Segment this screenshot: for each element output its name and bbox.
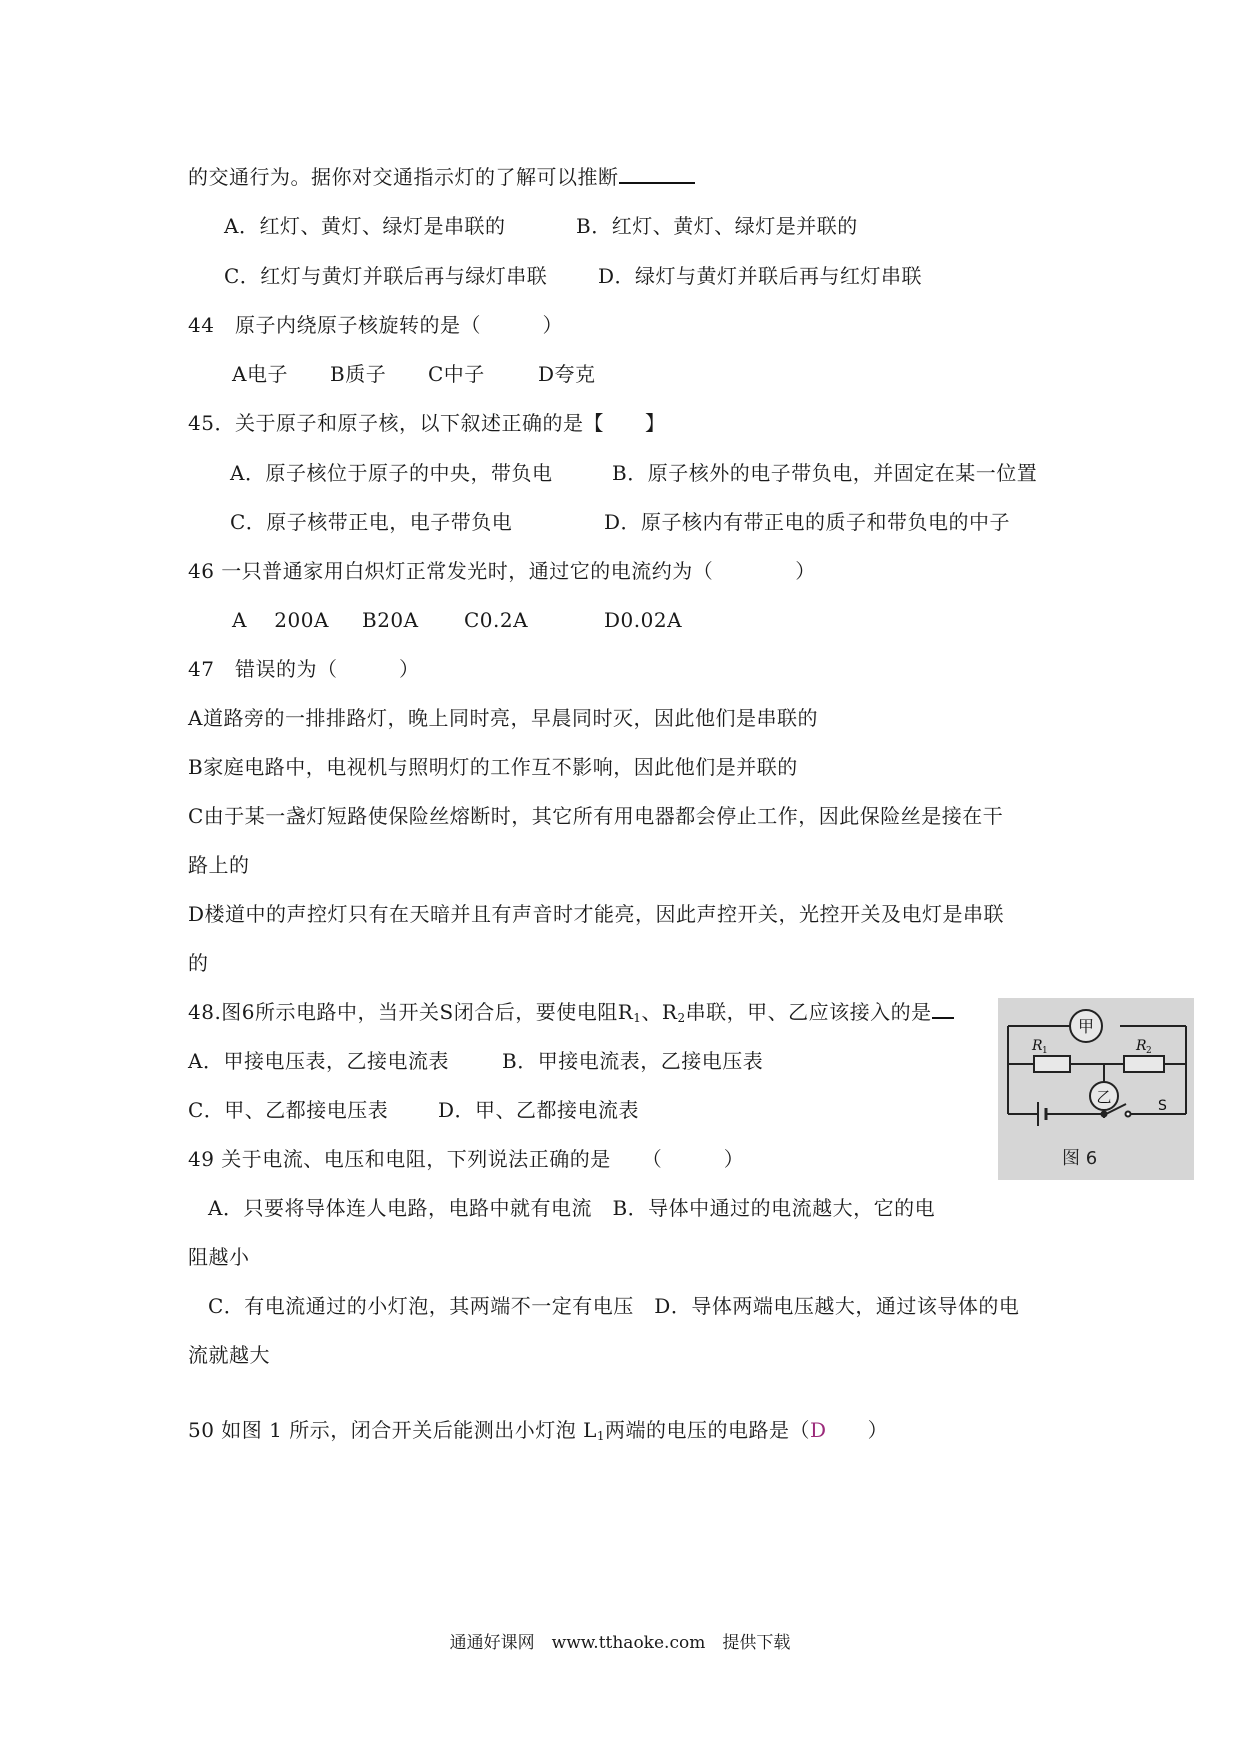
q47-option-b: B家庭电路中，电视机与照明灯的工作互不影响，因此他们是并联的 — [188, 755, 798, 779]
q48-stem-pre: 48.图6所示电路中，当开关S闭合后，要使电阻R — [188, 1000, 634, 1024]
q43-option-d: D．绿灯与黄灯并联后再与红灯串联 — [598, 264, 923, 288]
q46-option-b: B20A — [362, 608, 419, 632]
q50-stem — [188, 1418, 888, 1448]
q50-stem-close: ） — [826, 1418, 889, 1442]
q45-option-a: A．原子核位于原子的中央，带负电 — [230, 461, 553, 485]
q48-stem — [188, 1000, 954, 1030]
q43-stem-text: 的交通行为。据你对交通指示灯的了解可以推断 — [188, 165, 619, 189]
q43-options-cd — [224, 264, 922, 288]
q47-option-c-line2: 路上的 — [188, 853, 250, 877]
q47-option-d-line1: D楼道中的声控灯只有在天暗并且有声音时才能亮，因此声控开关，光控开关及电灯是串联 — [188, 902, 1005, 926]
q46-option-a: A 200A — [232, 608, 329, 632]
q48-options-cd — [188, 1098, 639, 1122]
q45-option-b: B．原子核外的电子带负电，并固定在某一位置 — [612, 461, 1038, 485]
q50-stem-post: 两端的电压的电路是（ — [605, 1418, 811, 1442]
q46-stem: 46 一只普通家用白炽灯正常发光时，通过它的电流约为（ ） — [188, 559, 816, 583]
q47-option-c-line1: C由于某一盏灯短路使保险丝熔断时，其它所有用电器都会停止工作，因此保险丝是接在干 — [188, 804, 1004, 828]
page-footer: 通通好课网 www.tthaoke.com 提供下载 — [449, 1633, 791, 1653]
q45-stem: 45．关于原子和原子核，以下叙述正确的是【 】 — [188, 411, 666, 435]
q47-option-a: A道路旁的一排排路灯，晚上同时亮，早晨同时灭，因此他们是串联的 — [188, 706, 818, 730]
q50-answer: D — [810, 1418, 827, 1442]
circuit-diagram — [998, 998, 1194, 1180]
q43-option-b: B．红灯、黄灯、绿灯是并联的 — [576, 214, 858, 238]
q48-options-ab — [188, 1049, 763, 1073]
q44-option-b: B质子 — [330, 362, 387, 386]
q44-option-c: C中子 — [428, 362, 485, 386]
q50-stem-pre: 50 如图 1 所示，闭合开关后能测出小灯泡 L — [188, 1418, 597, 1442]
q45-option-d: D．原子核内有带正电的质子和带负电的中子 — [604, 510, 1011, 534]
q49-options-cd-line1: C．有电流通过的小灯泡，其两端不一定有电压 D．导体两端电压越大，通过该导体的电 — [208, 1294, 1020, 1318]
q49-options-ab-line2: 阻越小 — [188, 1245, 250, 1269]
r1-subscript: 1 — [633, 1011, 642, 1025]
q48-option-a: A．甲接电压表，乙接电流表 — [188, 1049, 449, 1073]
q44-options — [232, 362, 596, 386]
q48-option-c: C．甲、乙都接电压表 — [188, 1098, 389, 1122]
q44-option-a: A电子 — [232, 362, 288, 386]
circuit-figure — [998, 998, 1194, 1180]
q46-option-c: C0.2A — [464, 608, 529, 632]
q43-stem — [188, 165, 695, 189]
q48-option-b: B．甲接电流表，乙接电压表 — [502, 1049, 764, 1073]
q45-options-cd — [230, 510, 1010, 534]
q49-options-ab-line1: A．只要将导体连人电路，电路中就有电流 B．导体中通过的电流越大，它的电 — [208, 1196, 936, 1220]
q46-options — [232, 608, 682, 632]
q48-option-d: D．甲、乙都接电流表 — [438, 1098, 640, 1122]
r2-label: R — [1136, 1038, 1147, 1054]
q44-stem: 44 原子内绕原子核旋转的是（ ） — [188, 313, 563, 337]
q43-option-a: A．红灯、黄灯、绿灯是串联的 — [224, 214, 506, 238]
q47-stem: 47 错误的为（ ） — [188, 657, 420, 681]
q43-option-c: C．红灯与黄灯并联后再与绿灯串联 — [224, 264, 548, 288]
r2-label-subscript: 2 — [1146, 1046, 1152, 1056]
q49-stem: 49 关于电流、电压和电阻，下列说法正确的是 （ ） — [188, 1147, 745, 1171]
switch-label: S — [1158, 1098, 1167, 1114]
r2-subscript: 2 — [677, 1011, 686, 1025]
q44-option-d: D夸克 — [538, 362, 596, 386]
q43-options-ab — [224, 214, 858, 238]
q45-options-ab — [230, 461, 1037, 485]
q45-option-c: C．原子核带正电，电子带负电 — [230, 510, 513, 534]
r1-label-subscript: 1 — [1042, 1046, 1048, 1056]
r1-label: R — [1032, 1038, 1043, 1054]
meter-jia-label: 甲 — [1077, 1017, 1095, 1036]
figure-caption: 图 6 — [1062, 1148, 1098, 1169]
meter-yi-label: 乙 — [1096, 1088, 1112, 1106]
q48-stem-mid: 、R — [641, 1000, 678, 1024]
answer-blank — [619, 180, 695, 184]
q49-options-cd-line2: 流就越大 — [188, 1343, 270, 1367]
q48-stem-post: 串联，甲、乙应该接入的是 — [685, 1000, 932, 1024]
l1-subscript: 1 — [596, 1429, 606, 1443]
answer-blank — [932, 1015, 954, 1019]
q47-option-d-line2: 的 — [188, 951, 209, 975]
q46-option-d: D0.02A — [604, 608, 683, 632]
